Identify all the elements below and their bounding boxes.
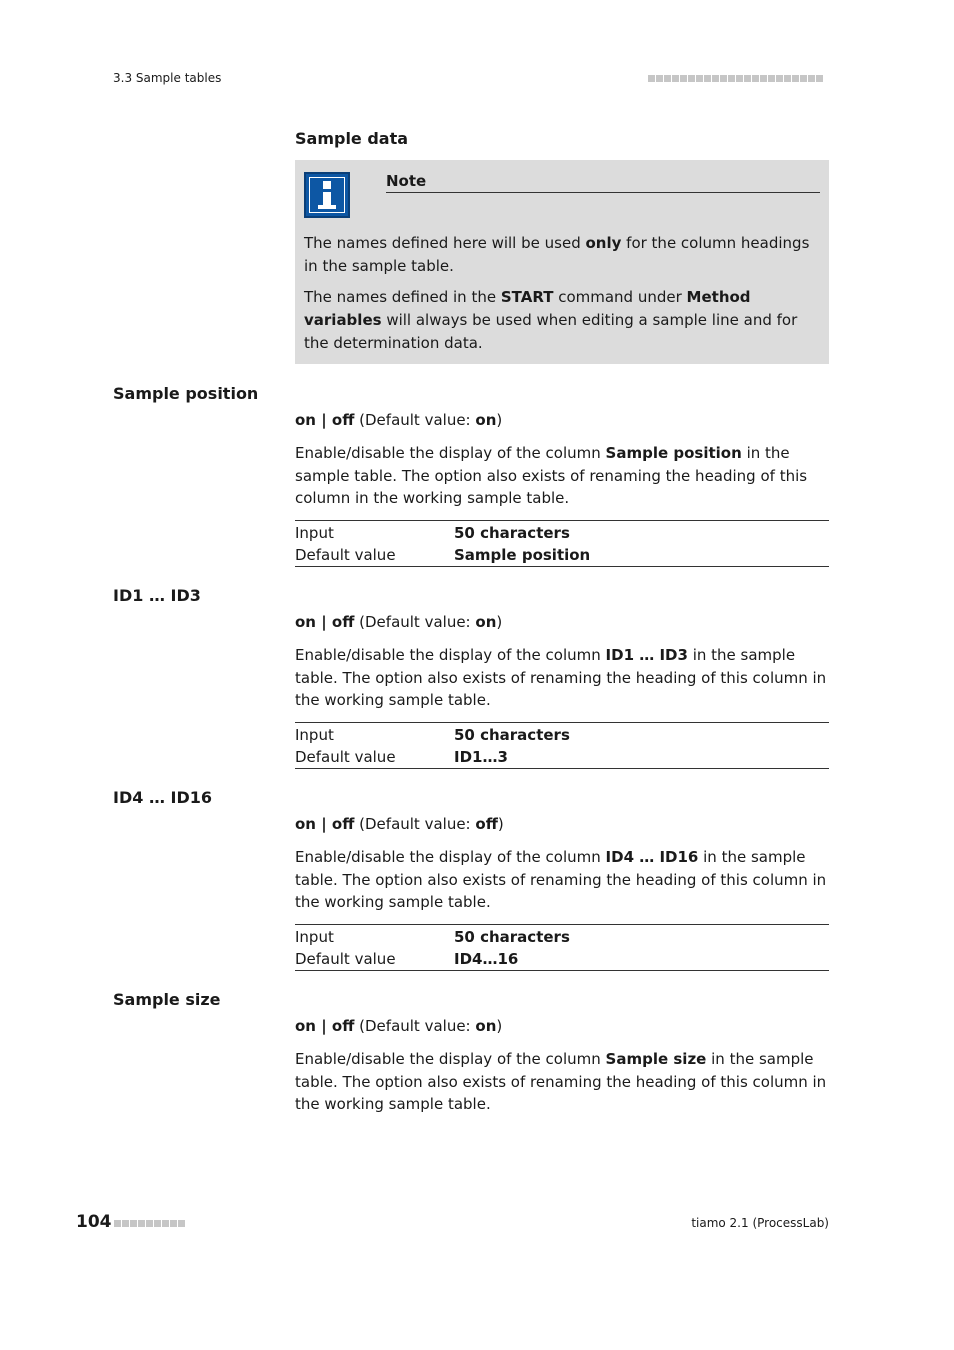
param-onoff: on | off (Default value: on)	[295, 1017, 503, 1035]
table-row: Input 50 characters	[295, 524, 570, 542]
param-description: Enable/disable the display of the column ID4 … ID16 in the sample table. The option also exists of renaming the heading of this column in the working sample table.	[295, 848, 827, 911]
page-number: 104	[76, 1212, 112, 1232]
param-label: Sample position	[113, 384, 259, 403]
table-row: Input 50 characters	[295, 928, 570, 946]
section-title: Sample data	[295, 129, 409, 148]
note-paragraph-1: The names defined here will be used only for the column headings in the sample table.	[304, 234, 810, 275]
header-section: 3.3 Sample tables	[113, 71, 222, 85]
param-label: ID1 … ID3	[113, 586, 201, 605]
table-row: Default value ID4…16	[295, 950, 519, 968]
header-dots	[648, 75, 823, 82]
note-box	[295, 160, 829, 364]
table-row: Default value Sample position	[295, 546, 591, 564]
note-heading: Note	[386, 170, 820, 193]
param-table	[295, 722, 829, 769]
param-description: Enable/disable the display of the column ID1 … ID3 in the sample table. The option also exists of renaming the heading of this column in the working sample table.	[295, 646, 827, 709]
param-onoff: on | off (Default value: on)	[295, 613, 503, 631]
param-onoff: on | off (Default value: on)	[295, 411, 503, 429]
info-icon	[304, 172, 350, 218]
note-paragraph-2: The names defined in the START command under Method variables will always be used when editing a sample line and for the determination data.	[304, 288, 798, 352]
param-label: ID4 … ID16	[113, 788, 213, 807]
footer-product: tiamo 2.1 (ProcessLab)	[691, 1216, 829, 1230]
param-table	[295, 924, 829, 971]
param-description: Enable/disable the display of the column Sample size in the sample table. The option also exists of renaming the heading of this column in the working sample table.	[295, 1050, 827, 1113]
footer-dots	[114, 1220, 185, 1227]
param-description: Enable/disable the display of the column Sample position in the sample table. The option also exists of renaming the heading of this column in the working sample table.	[295, 444, 808, 507]
param-table	[295, 520, 829, 567]
param-onoff: on | off (Default value: off)	[295, 815, 504, 833]
table-row: Input 50 characters	[295, 726, 570, 744]
table-row: Default value ID1…3	[295, 748, 508, 766]
param-label: Sample size	[113, 990, 221, 1009]
